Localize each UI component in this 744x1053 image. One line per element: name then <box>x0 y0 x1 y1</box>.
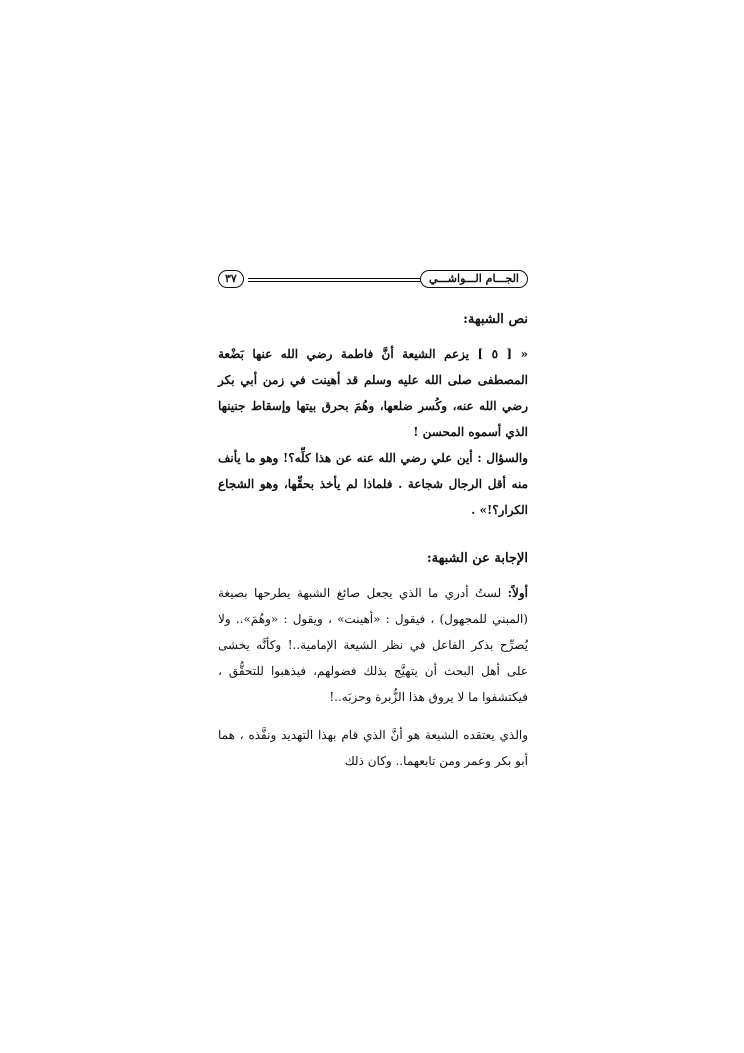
answer-paragraph-text: لستُ أدري ما الذي يجعل صائغ الشبهة يطرحها بصيغة (المبني للمجهول) ، فيقول : «أهينت» ، ويقول : «وهُمَ».. ولا يُصرِّح بذكر الفاعل في نظر الشيعة الإمامية..! وكأنَّه يخشى على أهل البحث أن يتهيَّج بذلك فضولهم، فيذهبوا للتحقُّق ، فيكتشفوا ما لا يروق هذا الزُّبرة وحزبَه..! <box>218 586 528 704</box>
answer-heading: الإجابة عن الشبهة: <box>426 551 528 566</box>
doubt-paragraph: والسؤال : أين علي رضي الله عنه عن هذا كلِّه؟! وهو ما يأنف منه أقل الرجال شجاعة . فلماذا لم يأخذ بحقِّها، وهو الشجاع الكرار؟!» . <box>218 451 528 517</box>
doubt-text <box>218 341 528 523</box>
running-title: الجـــام الـــواشـــي <box>420 270 528 288</box>
answer-paragraph <box>218 580 528 710</box>
answer-section <box>218 551 528 774</box>
page-header <box>218 268 528 292</box>
doubt-heading: نص الشبهة: <box>463 312 528 327</box>
doubt-paragraph: « [ ٥ ] يزعم الشيعة أنَّ فاطمة رضي الله عنها بَضْعة المصطفى صلى الله عليه وسلم قد أهينت في زمن أبي بكر رضي الله عنه، وكُسر ضلعها، وهُمَ بحرق بيتها وإسقاط جنينها الذي أسموه المحسن ! <box>218 347 528 439</box>
header-rule <box>248 278 428 282</box>
page-number: ٣٧ <box>218 270 244 288</box>
answer-lead: أولاً: <box>507 586 528 600</box>
page-body <box>218 268 528 774</box>
answer-paragraph: والذي يعتقده الشيعة هو أنَّ الذي قام بهذا التهديد ونفَّذه ، هما أبو بكر وعمر ومن تابعهما.. وكان ذلك <box>218 728 528 768</box>
